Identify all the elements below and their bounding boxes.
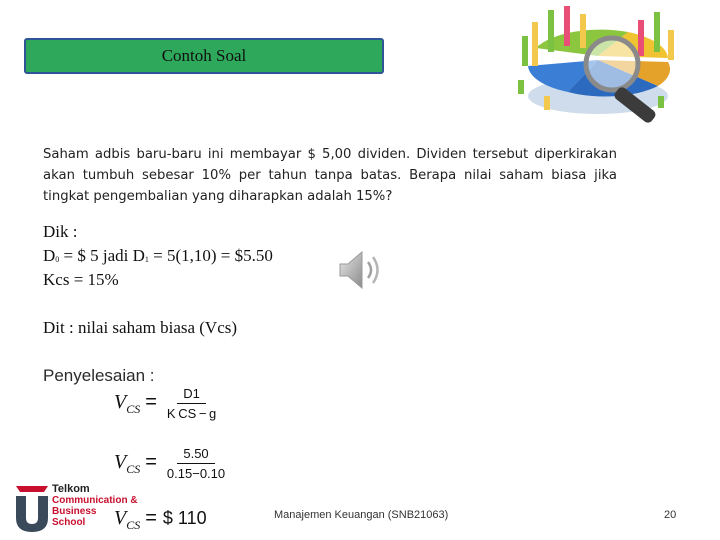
- page-number: 20: [664, 509, 677, 521]
- footer-course: Manajemen Keuangan (SNB21063): [274, 509, 449, 521]
- dit-line: Dit : nilai saham biasa (Vcs): [43, 318, 238, 337]
- formula-result: $V_{CS}$ = $ 110: [114, 507, 207, 532]
- pie-chart-magnifier-icon: [508, 0, 714, 128]
- dik-dividend-line: $D_0$ = $ 5 jadi $D_1 = 5(1,10)$ = $5.50: [43, 246, 273, 265]
- solution-label: Penyelesaian :: [43, 366, 155, 385]
- formula-1: $V_{CS}$ = $\frac{D1}{\text{K CS − g}}$: [114, 386, 217, 421]
- slide-title: Contoh Soal: [24, 38, 384, 74]
- problem-statement: Saham adbis baru-baru ini membayar $ 5,00 dividen. Dividen tersebut diperkirakan akan tumbuh sebesar 10% per tahun tanpa batas. Berapa nilai saham biasa jika tingkat pengembalian yang diharapkan adalah 15%?: [43, 147, 617, 204]
- telkom-logo-text: Telkom Communication & Business School: [52, 483, 138, 528]
- dik-label: Dik :: [43, 222, 78, 241]
- speaker-icon[interactable]: [336, 248, 384, 292]
- formula-2: $V_{CS}$ = $\frac{5.50}{0.15-0.10}$: [114, 446, 226, 481]
- dik-kcs-line: Kcs = 15%: [43, 270, 119, 289]
